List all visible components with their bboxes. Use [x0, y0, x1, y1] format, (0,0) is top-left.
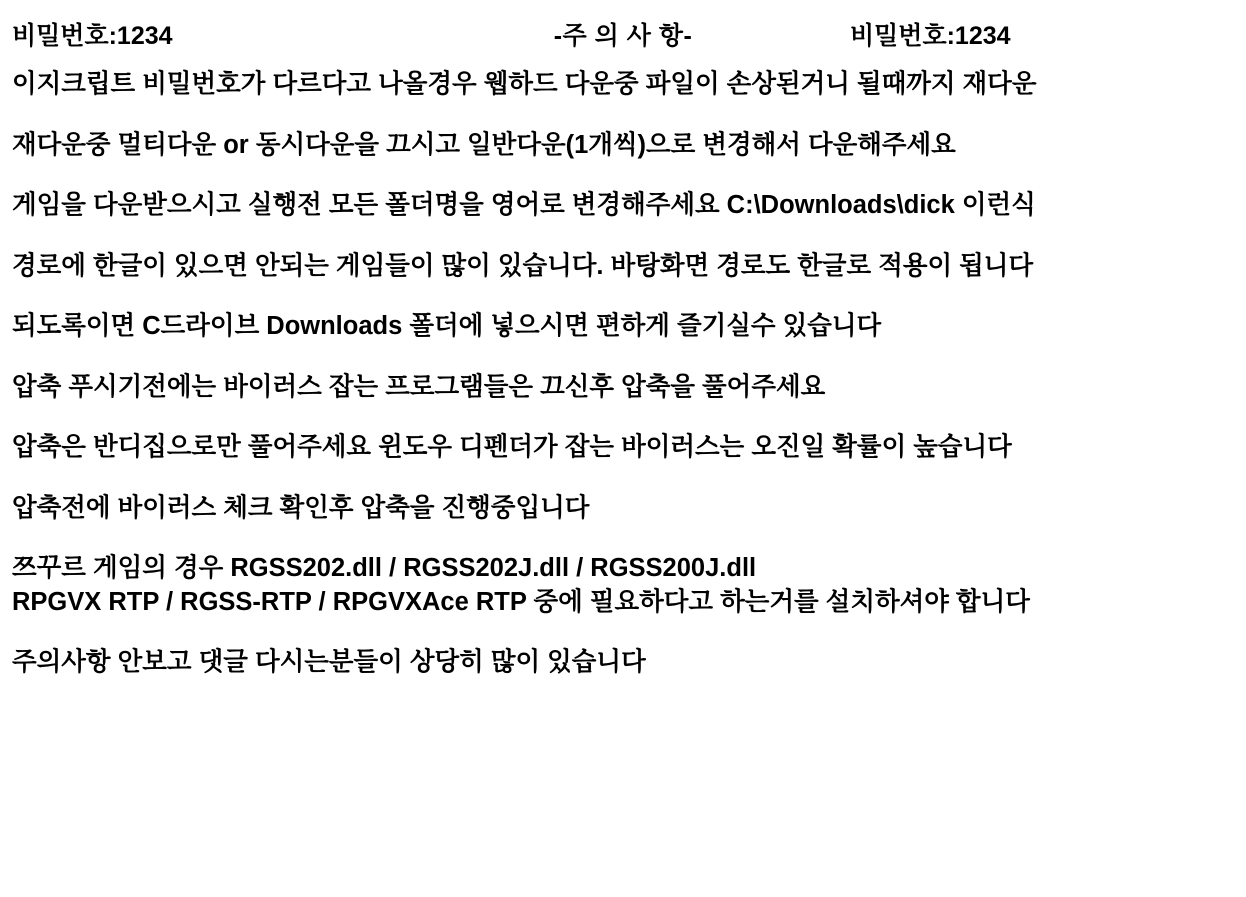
notice-line: 압축전에 바이러스 체크 확인후 압축을 진행중입니다 — [12, 493, 590, 522]
notice-line: 압축은 반디집으로만 풀어주세요 윈도우 디펜더가 잡는 바이러스는 오진일 확률이 높습니다 — [12, 433, 1012, 461]
notice-line: 재다운중 멀티다운 or 동시다운을 끄시고 일반다운(1개씩)으로 변경해서 다운해주세요 — [12, 130, 956, 159]
notice-line: 주의사항 안보고 댓글 다시는분들이 상당히 많이 있습니다 — [12, 648, 646, 676]
notice-line: 경로에 한글이 있으면 안되는 게임들이 많이 있습니다. 바탕화면 경로도 한글로 적용이 됩니다 — [12, 251, 1034, 280]
password-label-right: 비밀번호:1234 — [850, 22, 1011, 50]
notice-body — [10, 72, 1236, 676]
document-header — [10, 14, 1236, 58]
notice-line: RPGVX RTP / RGSS-RTP / RPGVXAce RTP 중에 필요하다고 하는거를 설치하셔야 합니다 — [12, 587, 1030, 616]
notice-line: 게임을 다운받으시고 실행전 모든 폴더명을 영어로 변경해주세요 C:\Downloads\dick 이런식 — [12, 191, 1036, 219]
page-title: -주 의 사 항- — [553, 22, 693, 50]
notice-line: 이지크립트 비밀번호가 다르다고 나올경우 웹하드 다운중 파일이 손상된거니 될때까지 재다운 — [12, 70, 1037, 98]
password-label-left: 비밀번호:1234 — [12, 22, 173, 50]
notice-line: 압축 푸시기전에는 바이러스 잡는 프로그램들은 끄신후 압축을 풀어주세요 — [12, 372, 826, 401]
notice-line: 쯔꾸르 게임의 경우 RGSS202.dll / RGSS202J.dll / RGSS200J.dll — [12, 554, 757, 582]
notice-line: 되도록이면 C드라이브 Downloads 폴더에 넣으시면 편하게 즐기실수 있습니다 — [12, 312, 882, 340]
